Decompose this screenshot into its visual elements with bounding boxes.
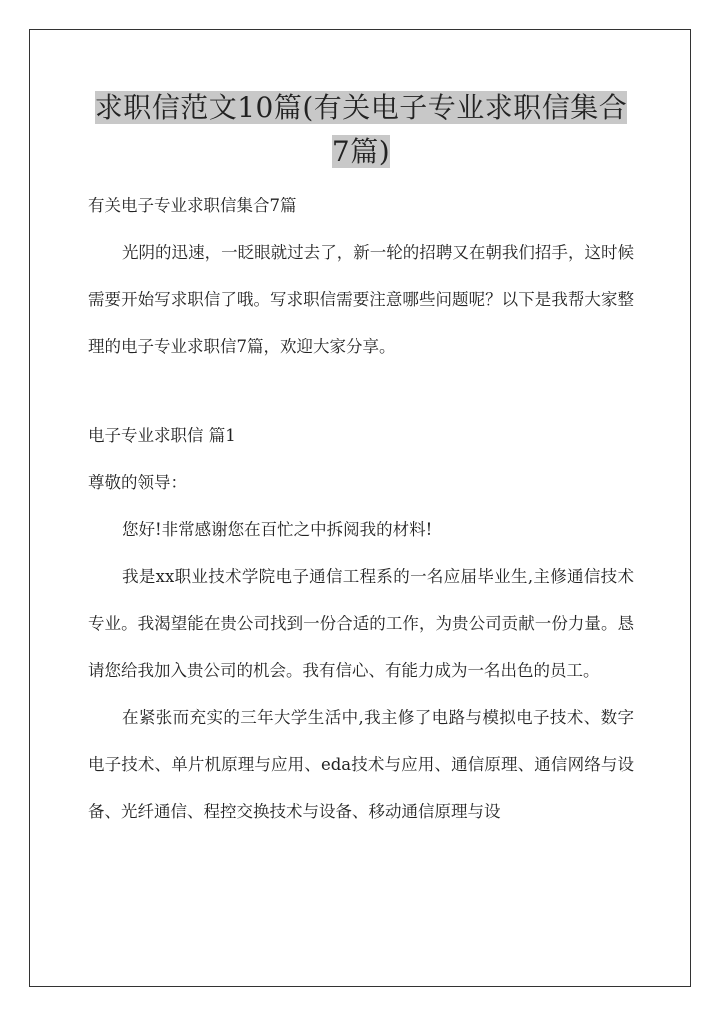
section-heading: 电子专业求职信 篇1 bbox=[88, 426, 236, 445]
document-body bbox=[88, 86, 634, 835]
greeting-line: 您好!非常感谢您在百忙之中拆阅我的材料! bbox=[122, 520, 433, 539]
salutation: 尊敬的领导： bbox=[88, 473, 187, 492]
body-paragraph-2: 在紧张而充实的三年大学生活中,我主修了电路与模拟电子技术、数字电子技术、单片机原理与应用、eda技术与应用、通信原理、通信网络与设备、光纤通信、程控交换技术与设备、移动通信原理与设 bbox=[88, 708, 634, 821]
title-highlight: 求职信范文10篇(有关电子专业求职信集合7篇) bbox=[94, 91, 628, 168]
intro-paragraph: 光阴的迅速，一眨眼就过去了，新一轮的招聘又在朝我们招手，这时候需要开始写求职信了哦。写求职信需要注意哪些问题呢？以下是我帮大家整理的电子专业求职信7篇，欢迎大家分享。 bbox=[88, 243, 634, 356]
document-title bbox=[88, 86, 634, 174]
document-subtitle: 有关电子专业求职信集合7篇 bbox=[88, 196, 297, 215]
body-paragraph-1: 我是xx职业技术学院电子通信工程系的一名应届毕业生,主修通信技术专业。我渴望能在贵公司找到一份合适的工作，为贵公司贡献一份力量。恳请您给我加入贵公司的机会。我有信心、有能力成为一名出色的员工。 bbox=[88, 567, 634, 680]
